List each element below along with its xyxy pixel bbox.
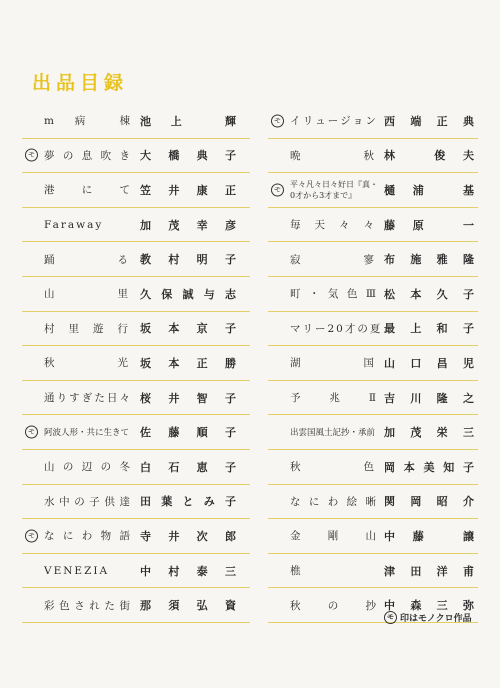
catalog-row (22, 415, 250, 450)
artist-name: 久保誠与志 (140, 287, 236, 301)
artist-name: 中藤 譲 (384, 529, 474, 543)
catalog-row (268, 415, 478, 450)
work-title: 山 里 (44, 288, 132, 301)
monochrome-mark-icon: モ (271, 183, 284, 196)
page-title: 出品目録 (32, 72, 129, 94)
work-title: 夢の息吹き (44, 149, 132, 162)
right-column (268, 104, 478, 623)
catalog-row (268, 242, 478, 277)
artist-name: 山口昌児 (384, 356, 474, 370)
catalog-row (22, 139, 250, 174)
work-title: なにわ絵晰 (290, 495, 378, 508)
footnote (384, 611, 472, 624)
catalog-row (22, 346, 250, 381)
artist-name: 大橋典子 (140, 149, 236, 163)
monochrome-mark-icon: モ (25, 529, 38, 542)
work-title: 晩 秋 (290, 149, 378, 162)
artist-name: 林 俊夫 (384, 149, 474, 163)
work-title: 通りすぎた日々 (44, 392, 132, 405)
work-title: VENEZIA (44, 564, 110, 577)
work-title: 樵 (290, 565, 305, 578)
work-title: 金 剛 山 (290, 530, 378, 543)
work-title: 出雲国風土記抄・承前 (290, 428, 376, 439)
monochrome-mark-icon: モ (25, 149, 38, 162)
catalog-row (268, 346, 478, 381)
artist-name: 笠井康正 (140, 183, 236, 197)
catalog-row (22, 588, 250, 623)
artist-name: 吉川隆之 (384, 391, 474, 405)
catalog-row (22, 242, 250, 277)
work-title: 村里遊行 (44, 322, 132, 335)
catalog-row (268, 277, 478, 312)
artist-name: 那須弘資 (140, 599, 236, 613)
catalog-row (22, 312, 250, 347)
catalog-row (268, 173, 478, 208)
monochrome-mark-icon: モ (271, 114, 284, 127)
work-title: 町・気色Ⅲ (290, 288, 378, 301)
work-title: 山の辺の冬 (44, 461, 132, 474)
work-title: 毎天々々 (290, 219, 378, 232)
artist-name: 布施雅隆 (384, 253, 474, 267)
artist-name: 西端正典 (384, 114, 474, 128)
catalog-row (268, 519, 478, 554)
work-title: 平々凡々日々好日『真・0才から3才まで』 (290, 179, 378, 200)
work-title: 踊 る (44, 253, 132, 266)
catalog-row (22, 450, 250, 485)
work-title: 彩色された街 (44, 599, 132, 612)
work-title: マリー20才の夏 (290, 322, 383, 335)
work-title: 秋 光 (44, 357, 132, 370)
artist-name: 寺井次郎 (140, 529, 236, 543)
artist-name: 田葉とみ子 (140, 495, 236, 509)
catalog-row (22, 104, 250, 139)
work-title: Faraway (44, 218, 104, 231)
catalog-row (22, 554, 250, 589)
work-title: 港 に て (44, 184, 132, 197)
catalog-row (268, 554, 478, 589)
work-title: 湖 国 (290, 357, 378, 370)
artist-name: 樋浦 基 (384, 183, 474, 197)
work-title: m 病 棟 (44, 115, 132, 128)
artist-name: 松本久子 (384, 287, 474, 301)
catalog-row (22, 485, 250, 520)
artist-name: 坂本京子 (140, 322, 236, 336)
work-title: 水中の子供達 (44, 495, 132, 508)
artist-name: 教村明子 (140, 253, 236, 267)
artist-name: 池上 輝 (140, 114, 236, 128)
catalog-row (22, 277, 250, 312)
work-title: 阿波人形・共に生きて (44, 428, 130, 439)
artist-name: 加茂栄三 (384, 426, 474, 440)
artist-name: 藤原 一 (384, 218, 474, 232)
artist-name: 加茂幸彦 (140, 218, 236, 232)
work-title: イリュージョン (290, 115, 378, 128)
catalog-row (268, 312, 478, 347)
work-title: 秋 色 (290, 461, 378, 474)
artist-name: 関岡昭介 (384, 495, 474, 509)
artist-name: 中村泰三 (140, 564, 236, 578)
catalog-row (268, 104, 478, 139)
artist-name: 津田洋甫 (384, 564, 474, 578)
catalog-row (22, 381, 250, 416)
footnote-text: 印はモノクロ作品 (400, 614, 472, 624)
catalog-row (22, 208, 250, 243)
artist-name: 中森三弥 (384, 599, 474, 613)
work-title: 寂 寥 (290, 253, 378, 266)
catalog-row (268, 208, 478, 243)
catalog-row (268, 485, 478, 520)
artist-name: 佐藤順子 (140, 426, 236, 440)
artist-name: 桜井智子 (140, 391, 236, 405)
artist-name: 坂本正勝 (140, 356, 236, 370)
catalog-row (268, 381, 478, 416)
artist-name: 白石恵子 (140, 460, 236, 474)
artist-name: 岡本美知子 (384, 460, 474, 474)
catalog-row (22, 519, 250, 554)
work-title: 秋 の 抄 (290, 599, 378, 612)
catalog-row (22, 173, 250, 208)
monochrome-mark-icon: モ (25, 426, 38, 439)
work-title: 予 兆 Ⅱ (290, 392, 378, 405)
work-title: なにわ物語 (44, 530, 132, 543)
catalog-row (268, 139, 478, 174)
left-column (22, 104, 250, 623)
catalog-row (268, 450, 478, 485)
artist-name: 最上和子 (384, 322, 474, 336)
monochrome-mark-icon: モ (384, 611, 397, 624)
